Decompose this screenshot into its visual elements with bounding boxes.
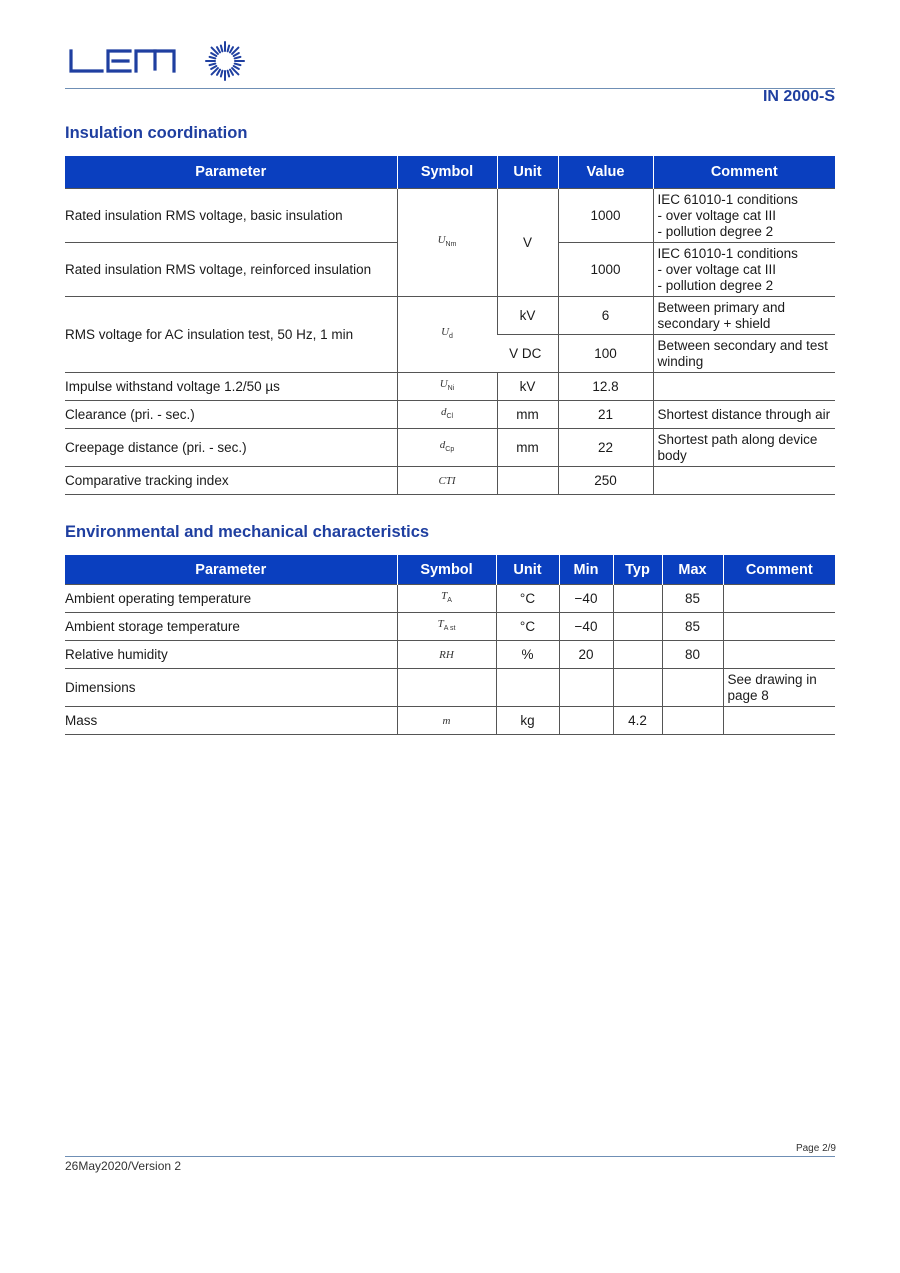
unit-cell: V — [497, 189, 558, 297]
comment-cell — [723, 707, 835, 735]
table-row — [65, 429, 835, 467]
value-cell: 250 — [558, 467, 653, 495]
unit-cell: kg — [496, 707, 559, 735]
comment-line: body — [657, 447, 687, 463]
param-cell: Ambient storage temperature — [65, 613, 397, 641]
symbol-text: d — [440, 405, 447, 418]
page-number: Page 2/9 — [795, 1143, 836, 1154]
comment-line: - pollution degree 2 — [657, 223, 774, 239]
logo-ray — [230, 70, 233, 75]
table-row — [65, 373, 835, 401]
logo-ray — [217, 47, 220, 52]
param-cell: Ambient operating temperature — [65, 585, 397, 613]
comment-cell — [653, 335, 835, 373]
unit-cell: mm — [497, 429, 558, 467]
logo-ray — [210, 57, 216, 59]
symbol-text: U — [439, 377, 448, 390]
min-cell — [559, 669, 613, 707]
logo-ray — [228, 71, 230, 77]
table-row — [65, 707, 835, 735]
comment-cell — [653, 189, 835, 243]
logo-ray — [234, 66, 239, 69]
logo-ray — [221, 46, 223, 52]
comment-line: IEC 61010-1 conditions — [657, 245, 798, 261]
table-row — [65, 297, 835, 335]
comment-cell — [723, 585, 835, 613]
symbol-subscript: Ni — [447, 385, 455, 393]
max-cell: 80 — [662, 641, 723, 669]
col-header-symbol: Symbol — [397, 156, 497, 189]
symbol-cell — [397, 297, 497, 373]
section-title-insulation: Insulation coordination — [65, 124, 248, 142]
header-divider — [65, 88, 835, 89]
col-header-unit: Unit — [496, 555, 559, 585]
col-header-parameter: Parameter — [65, 156, 397, 189]
comment-line: Between secondary and test — [657, 337, 828, 353]
param-cell: Mass — [65, 707, 397, 735]
col-header-unit: Unit — [497, 156, 558, 189]
logo-ray — [228, 46, 230, 52]
table-row — [65, 401, 835, 429]
table-row — [65, 189, 835, 243]
param-cell: RMS voltage for AC insulation test, 50 Hz, 1 min — [65, 297, 397, 373]
comment-cell — [653, 429, 835, 467]
version-label: 26May2020/Version 2 — [65, 1159, 182, 1173]
symbol-text: RH — [439, 648, 454, 661]
symbol-subscript: A — [447, 597, 452, 605]
col-header-value: Value — [558, 156, 653, 189]
comment-cell — [723, 641, 835, 669]
max-cell: 85 — [662, 613, 723, 641]
unit-cell: °C — [496, 613, 559, 641]
value-cell: 12.8 — [558, 373, 653, 401]
col-header-typ: Typ — [613, 555, 662, 585]
param-cell: Clearance (pri. - sec.) — [65, 401, 397, 429]
symbol-cell — [397, 401, 497, 429]
symbol-subscript: Cp — [445, 446, 455, 454]
value-cell: 22 — [558, 429, 653, 467]
symbol-subscript: Cl — [446, 413, 454, 421]
table-row — [65, 467, 835, 495]
comment-line: winding — [657, 353, 704, 369]
logo-ray — [210, 64, 216, 66]
max-cell — [662, 669, 723, 707]
comment-cell: Shortest distance through air — [653, 401, 835, 429]
comment-line: - over voltage cat III — [657, 207, 777, 223]
logo-ray — [211, 53, 216, 56]
typ-cell — [613, 641, 662, 669]
comment-cell — [653, 467, 835, 495]
param-cell: Creepage distance (pri. - sec.) — [65, 429, 397, 467]
logo-ray — [221, 71, 223, 77]
col-header-symbol: Symbol — [397, 555, 496, 585]
lem-logo — [68, 38, 253, 89]
max-cell: 85 — [662, 585, 723, 613]
unit-cell — [496, 669, 559, 707]
typ-cell: 4.2 — [613, 707, 662, 735]
comment-cell: See drawing in page 8 — [723, 669, 835, 707]
min-cell: −40 — [559, 585, 613, 613]
typ-cell — [613, 585, 662, 613]
comment-line: secondary + shield — [657, 315, 771, 331]
unit-cell: mm — [497, 401, 558, 429]
col-header-comment: Comment — [653, 156, 835, 189]
comment-line: - pollution degree 2 — [657, 277, 774, 293]
col-header-parameter: Parameter — [65, 555, 397, 585]
comment-line: - over voltage cat III — [657, 261, 777, 277]
symbol-cell — [397, 669, 496, 707]
value-cell: 21 — [558, 401, 653, 429]
comment-cell — [653, 297, 835, 335]
min-cell: −40 — [559, 613, 613, 641]
unit-cell: kV — [497, 373, 558, 401]
symbol-cell — [397, 641, 496, 669]
symbol-subscript: d — [449, 333, 453, 341]
comment-cell — [653, 373, 835, 401]
environmental-table — [65, 555, 835, 735]
symbol-text: d — [439, 438, 446, 451]
param-cell: Relative humidity — [65, 641, 397, 669]
param-cell: Comparative tracking index — [65, 467, 397, 495]
logo-ray — [234, 53, 239, 56]
comment-line: Between primary and — [657, 299, 786, 315]
unit-cell: kV — [497, 297, 558, 335]
table-row — [65, 613, 835, 641]
value-cell: 6 — [558, 297, 653, 335]
symbol-cell — [397, 373, 497, 401]
table-header-row — [65, 156, 835, 189]
max-cell — [662, 707, 723, 735]
symbol-cell — [397, 585, 496, 613]
symbol-cell — [397, 707, 496, 735]
section-title-environmental: Environmental and mechanical characteristics — [65, 523, 430, 541]
col-header-comment: Comment — [723, 555, 835, 585]
logo-ray — [230, 47, 233, 52]
table-row — [65, 669, 835, 707]
symbol-text: U — [437, 233, 446, 246]
param-cell: Impulse withstand voltage 1.2/50 µs — [65, 373, 397, 401]
value-cell: 1000 — [558, 243, 653, 297]
min-cell: 20 — [559, 641, 613, 669]
symbol-cell — [397, 613, 496, 641]
unit-cell: % — [496, 641, 559, 669]
symbol-text: T — [441, 589, 448, 602]
lem-logo-graphic — [68, 38, 253, 84]
param-cell: Dimensions — [65, 669, 397, 707]
value-cell: 100 — [558, 335, 653, 373]
typ-cell — [613, 669, 662, 707]
col-header-max: Max — [662, 555, 723, 585]
unit-cell: °C — [496, 585, 559, 613]
symbol-cell — [397, 467, 497, 495]
symbol-subscript: A st — [443, 625, 456, 633]
comment-cell — [653, 243, 835, 297]
unit-cell: V DC — [497, 335, 558, 373]
symbol-text: CTI — [438, 474, 456, 487]
table-header-row — [65, 555, 835, 585]
comment-line: Shortest path along device — [657, 431, 818, 447]
logo-ray — [235, 57, 241, 59]
symbol-subscript: Nm — [445, 241, 457, 249]
symbol-text: T — [437, 617, 444, 630]
logo-ray — [211, 66, 216, 69]
table-row — [65, 641, 835, 669]
comment-cell — [723, 613, 835, 641]
min-cell — [559, 707, 613, 735]
table-row — [65, 585, 835, 613]
param-cell: Rated insulation RMS voltage, reinforced insulation — [65, 243, 397, 297]
footer-divider — [65, 1156, 835, 1157]
symbol-cell — [397, 189, 497, 297]
param-cell: Rated insulation RMS voltage, basic insulation — [65, 189, 397, 243]
symbol-text: m — [442, 714, 451, 727]
typ-cell — [613, 613, 662, 641]
logo-ray — [235, 64, 241, 66]
logo-ray — [217, 70, 220, 75]
insulation-table — [65, 156, 835, 495]
col-header-min: Min — [559, 555, 613, 585]
symbol-text: U — [441, 325, 450, 338]
comment-line: IEC 61010-1 conditions — [657, 191, 798, 207]
unit-cell — [497, 467, 558, 495]
value-cell: 1000 — [558, 189, 653, 243]
symbol-cell — [397, 429, 497, 467]
document-id: IN 2000-S — [762, 88, 835, 105]
